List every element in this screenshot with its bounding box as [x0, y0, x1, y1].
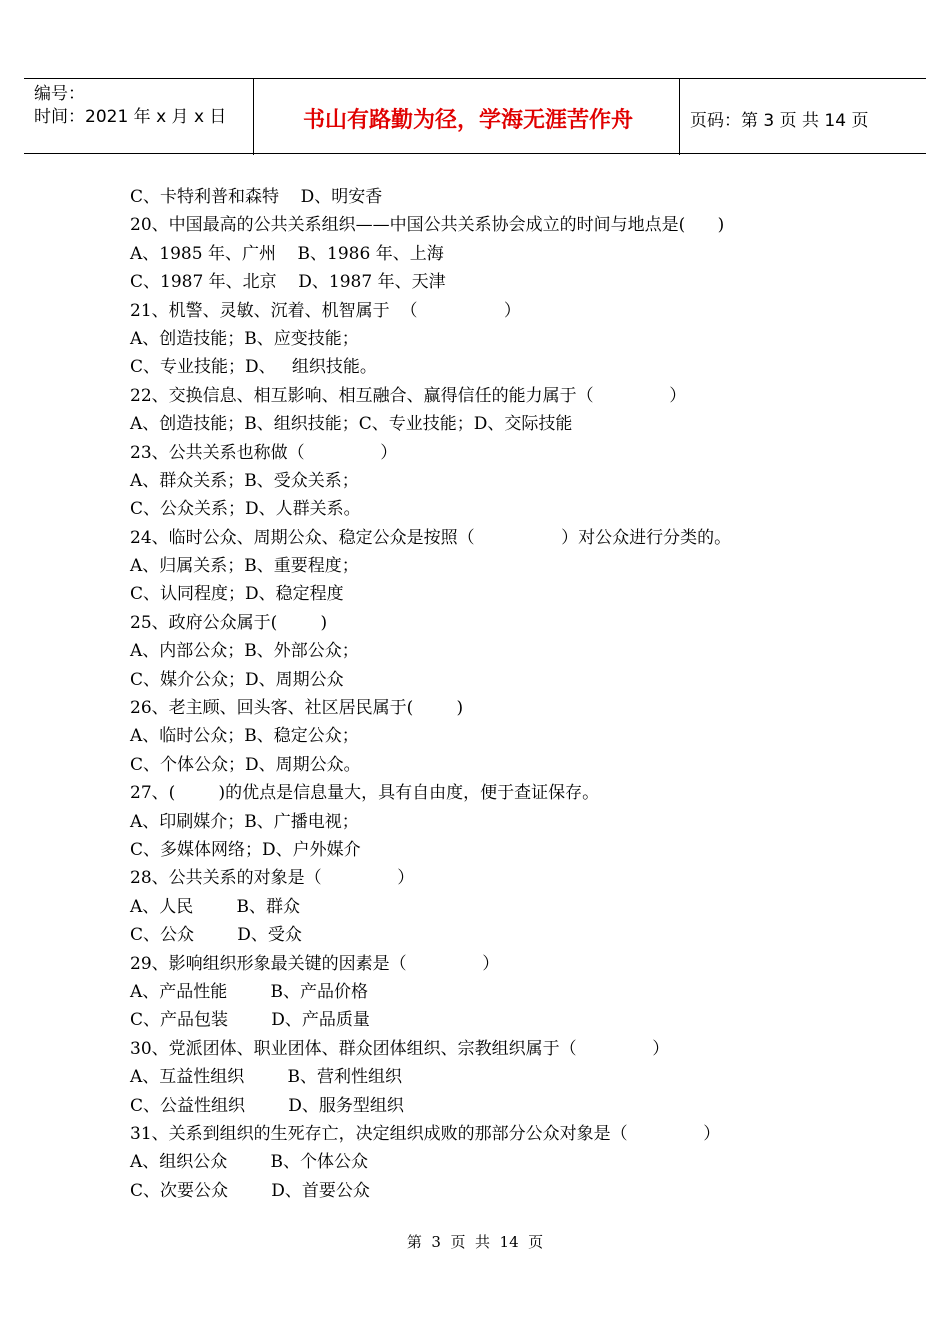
number-label: 编号：: [34, 84, 85, 104]
header-motto: 书山有路勤为径，学海无涯苦作舟: [302, 108, 633, 133]
option-line: A、归属关系；B、重要程度；: [130, 556, 359, 577]
question-line: 27、( )的优点是信息量大，具有自由度，便于查证保存。: [130, 783, 600, 804]
option-line: A、人民 B、群众: [130, 896, 300, 917]
question-line: 21、机警、灵敏、沉着、机智属于 （ ）: [130, 300, 521, 321]
option-line: C、个体公众；D、周期公众。: [130, 754, 361, 775]
question-list: [130, 183, 910, 1205]
option-line: A、临时公众；B、稳定公众；: [130, 726, 359, 747]
option-line: A、群众关系；B、受众关系；: [130, 470, 359, 491]
option-line: C、公益性组织 D、服务型组织: [130, 1095, 404, 1116]
option-line: A、创造技能；B、组织技能；C、专业技能；D、交际技能: [130, 414, 573, 435]
option-line: C、次要公众 D、首要公众: [130, 1180, 370, 1201]
option-line: C、专业技能；D、 组织技能。: [130, 357, 377, 378]
option-line: A、创造技能；B、应变技能；: [130, 328, 359, 349]
document-header: [24, 78, 926, 154]
header-page-info: 页码：第 3 页 共 14 页: [690, 111, 869, 131]
question-line: 26、老主顾、回头客、社区居民属于( ): [130, 698, 464, 719]
time-label: 时间：2021 年 x 月 x 日: [34, 107, 227, 127]
option-line: C、媒介公众；D、周期公众: [130, 669, 344, 690]
text-line: C、卡特利普和森特 D、明安香: [130, 187, 383, 207]
header-meta: [34, 83, 226, 129]
question-line: 25、政府公众属于( ): [130, 612, 328, 633]
question-line: 23、公共关系也称做（ ）: [130, 442, 398, 463]
header-divider-left: [253, 79, 254, 155]
option-line: C、多媒体网络；D、户外媒介: [130, 839, 361, 860]
option-line: A、内部公众；B、外部公众；: [130, 641, 359, 662]
option-line: A、1985 年、广州 B、1986 年、上海: [130, 243, 444, 264]
page-footer: 第 3 页 共 14 页: [406, 1233, 544, 1251]
option-line: C、公众 D、受众: [130, 925, 302, 946]
question-line: 20、中国最高的公共关系组织——中国公共关系协会成立的时间与地点是( ): [130, 215, 725, 236]
question-line: 24、临时公众、周期公众、稳定公众是按照（ ）对公众进行分类的。: [130, 527, 732, 548]
option-line: C、产品包装 D、产品质量: [130, 1010, 370, 1031]
option-line: C、1987 年、北京 D、1987 年、天津: [130, 272, 446, 293]
option-line: C、认同程度；D、稳定程度: [130, 584, 344, 605]
option-line: A、组织公众 B、个体公众: [130, 1152, 368, 1173]
header-divider-right: [679, 79, 680, 155]
option-line: A、印刷媒介；B、广播电视；: [130, 811, 359, 832]
question-line: 22、交换信息、相互影响、相互融合、赢得信任的能力属于（ ）: [130, 385, 687, 406]
option-line: A、互益性组织 B、营利性组织: [130, 1067, 402, 1088]
question-line: 30、党派团体、职业团体、群众团体组织、宗教组织属于（ ）: [130, 1038, 670, 1059]
question-line: 29、影响组织形象最关键的因素是（ ）: [130, 953, 500, 974]
option-line: C、公众关系；D、人群关系。: [130, 499, 361, 520]
question-line: 28、公共关系的对象是（ ）: [130, 868, 415, 889]
option-line: A、产品性能 B、产品价格: [130, 981, 368, 1002]
question-line: 31、关系到组织的生死存亡，决定组织成败的那部分公众对象是（ ）: [130, 1123, 721, 1144]
